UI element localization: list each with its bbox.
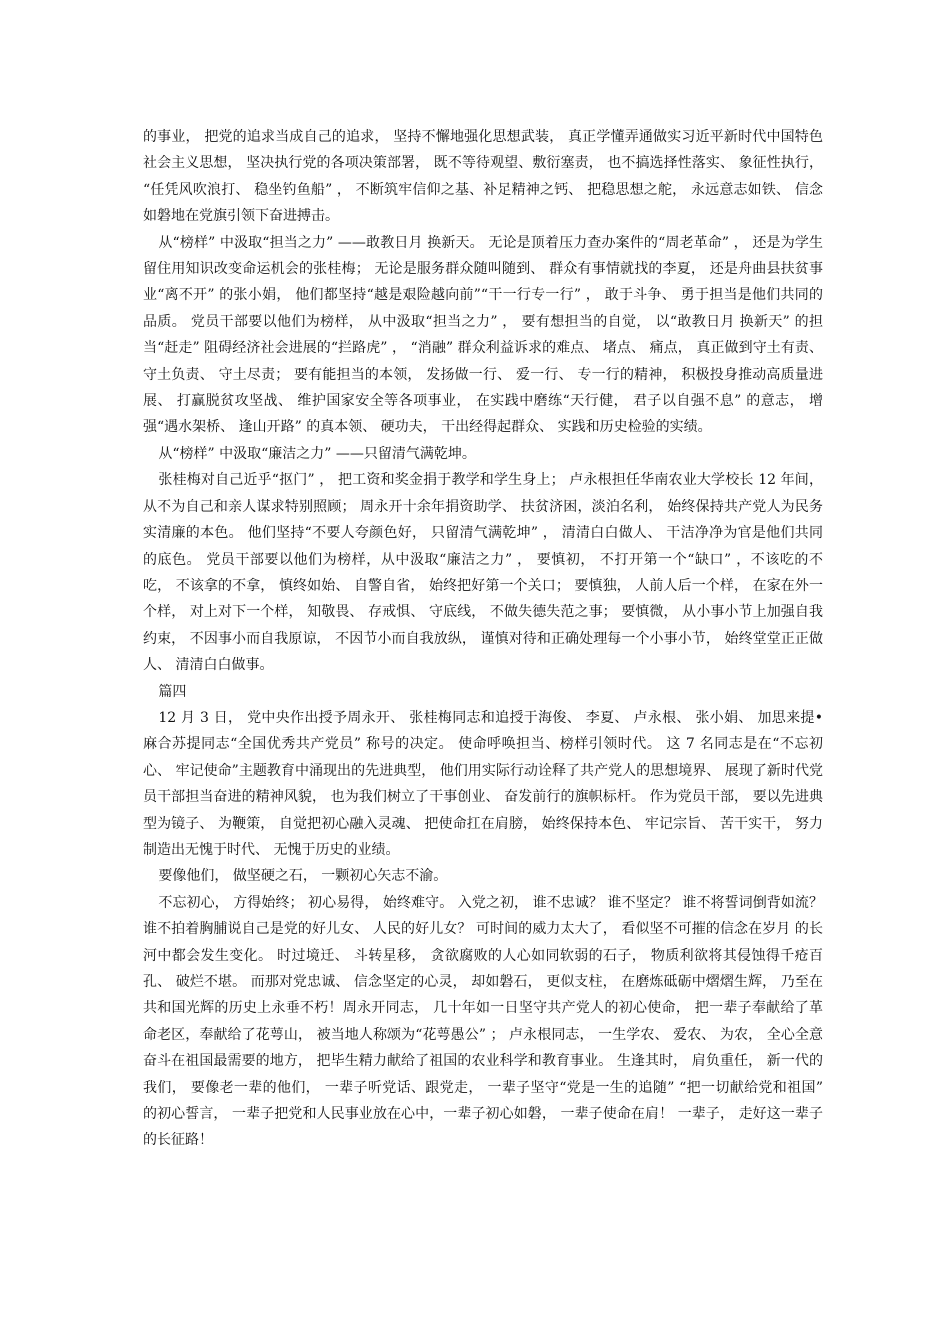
paragraph-award-decision: 12 月 3 日， 党中央作出授予周永开、 张桂梅同志和追授于海俊、 李夏、 卢永根、 张小娟、 加思来提• 麻合苏提同志“全国优秀共产党员” 称号的决定。 使命呼唤担当、榜样引领时代。 这 7 名同志是在“不忘初心、 牢记使命”主题教育中涌现出的先进典型， 他们用实际行动诠释了共产党人的思想境界、 展现了新时代党员干部担当奋进的精神风貌， 也为我们树立了干事创业、 奋发前行的旗帜标杆。 作为党员干部， 要以先进典型为镜子、 为鞭策， 自觉把初心融入灵魂、 把使命扛在肩膀， 始终保持本色、 牢记宗旨、 苦干实干， 努力制造出无愧于时代、 无愧于历史的业绩。: [143, 709, 823, 858]
paragraph-be-like-them: 要像他们， 做坚硬之石， 一颗初心矢志不渝。: [158, 868, 448, 885]
section-heading-part-four: 篇四: [158, 683, 187, 700]
document-page: [143, 124, 823, 1154]
paragraph-integrity: 张桂梅对自己近乎“抠门” ， 把工资和奖金捐于教学和学生身上； 卢永根担任华南农业大学校长 12 年间， 从不为自己和亲人谋求特别照顾； 周永开十余年捐资助学、 扶贫济困，淡泊名利， 始终保持共产党人为民务实清廉的本色。 他们坚持“不要人夸颜色好， 只留清气满乾坤” ， 清清白白做人、 干洁净净为官是他们共同的底色。 党员干部要以他们为榜样，从中汲取“廉洁之力” ， 要慎初， 不打开第一个“缺口” ，不该吃的不吃， 不该拿的不拿， 慎终如始、 自警自省， 始终把好第一个关口； 要慎独， 人前人后一个样， 在家在外一个样， 对上对下一个样， 知敬畏、 存戒惧、 守底线， 不做失德失范之事； 要慎微， 从小事小节上加强自我约束， 不因事小而自我原谅， 不因节小而自我放纵， 谨慎对待和正确处理每一个小事小节， 始终堂堂正正做人、 清清白白做事。: [143, 472, 823, 674]
paragraph-integrity-heading: 从“榜样” 中汲取“廉洁之力” ——只留清气满乾坤。: [158, 445, 476, 462]
paragraph-responsibility: 从“榜样” 中汲取“担当之力” ——敢教日月 换新天。 无论是顶着压力查办案件的“周老革命” ， 还是为学生留住用知识改变命运机会的张桂梅； 无论是服务群众随叫随到、 群众有事情就找的李夏， 还是舟曲县扶贫事业“离不开” 的张小娟， 他们都坚持“越是艰险越向前”“干一行专一行” ， 敢于斗争、 勇于担当是他们共同的品质。 党员干部要以他们为榜样， 从中汲取“担当之力” ， 要有想担当的自觉， 以“敢教日月 换新天” 的担当“赶走” 阻碍经济社会进展的“拦路虎” ， “消融” 群众利益诉求的难点、 堵点、 痛点， 真正做到守土有责、 守土负责、 守土尽责； 要有能担当的本领， 发扬做一行、 爱一行、 专一行的精神， 积极投身推动高质量进展、 打赢脱贫攻坚战、 维护国家安全等各项事业， 在实践中磨练“天行健， 君子以自强不息” 的意志， 增强“遇水架桥、 逢山开路” 的真本领、 硬功夫， 干出经得起群众、 实践和历史检验的实绩。: [143, 234, 823, 436]
paragraph-commitment: 的事业， 把党的追求当成自己的追求， 坚持不懈地强化思想武装， 真正学懂弄通做实习近平新时代中国特色社会主义思想， 坚决执行党的各项决策部署， 既不等待观望、敷衍塞责， 也不搞选择性落实、 象征性执行， “任凭风吹浪打、 稳坐钓鱼船” ， 不断筑牢信仰之基、补足精神之钙、 把稳思想之舵， 永远意志如铁、 信念如磐地在党旗引领下奋进搏击。: [143, 129, 823, 225]
paragraph-original-aspiration: 不忘初心， 方得始终； 初心易得， 始终难守。 入党之初， 谁不忠诚？ 谁不坚定？ 谁不将誓词倒背如流？ 谁不拍着胸脯说自己是党的好儿女、 人民的好儿女？ 可时间的威力太大了， 看似坚不可摧的信念在岁月 的长河中都会发生变化。 时过境迁、 斗转星移， 贪欲腐败的人心如同软弱的石子， 物质利欲将其侵蚀得千疮百孔、 破烂不堪。 而那对党忠诚、 信念坚定的心灵， 却如磐石， 更似支柱， 在磨炼砥砺中熠熠生辉， 乃至在共和国光辉的历史上永垂不朽！周永开同志， 几十年如一日坚守共产党人的初心使命， 把一辈子奉献给了革命老区，奉献给了花萼山， 被当地人称颂为“花萼愚公” ； 卢永根同志， 一生学农、 爱农、 为农， 全心全意奋斗在祖国最需要的地方， 把毕生精力献给了祖国的农业科学和教育事业。 生逢其时， 肩负重任， 新一代的我们， 要像老一辈的他们， 一辈子听党话、跟党走， 一辈子坚守“党是一生的追随” “把一切献给党和祖国” 的初心誓言， 一辈子把党和人民事业放在心中，一辈子初心如磐， 一辈子使命在肩！ 一辈子， 走好这一辈子的长征路！: [143, 894, 823, 1149]
